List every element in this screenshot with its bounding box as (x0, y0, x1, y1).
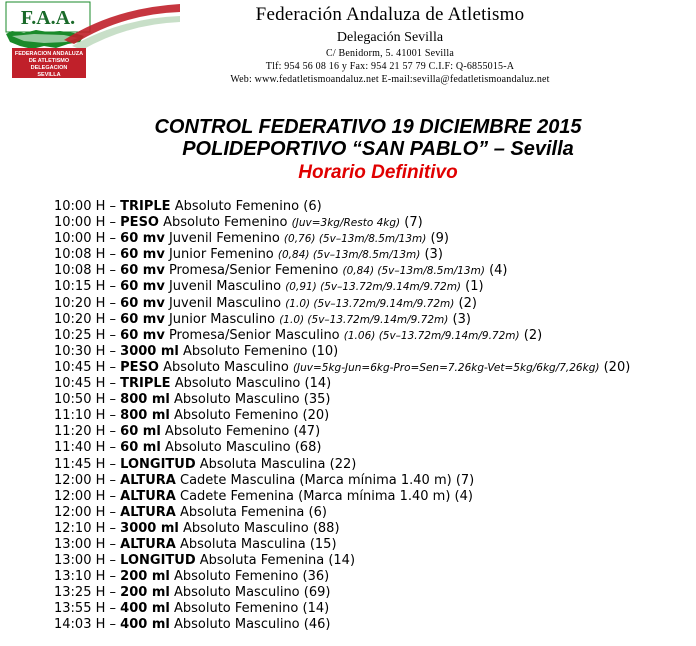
schedule-event: 400 ml (120, 617, 170, 633)
schedule-count: (14) (304, 376, 332, 392)
schedule-category: Absoluta Femenina (199, 553, 325, 569)
schedule-category: Absoluto Femenino (174, 199, 300, 214)
schedule-time: 10:15 H – (54, 279, 117, 295)
schedule-note: (1.0) (5v–13.72m/9.14m/9.72m) (285, 297, 455, 310)
org-name: Federación Andaluza de Atletismo (255, 4, 525, 25)
schedule-time: 10:50 H – (54, 392, 117, 408)
schedule-event: 60 mv (120, 263, 165, 279)
schedule-count: (46) (303, 617, 331, 633)
schedule-event: 60 ml (120, 440, 161, 456)
schedule-time: 11:20 H – (54, 424, 117, 440)
title-line1: CONTROL FEDERATIVO 19 DICIEMBRE 2015 (154, 116, 582, 138)
schedule-category: Juvenil Masculino (168, 295, 282, 311)
schedule-note: (0,76) (5v–13m/8.5m/13m) (283, 233, 427, 246)
schedule-row (54, 279, 630, 295)
schedule-category: Absoluta Femenina (180, 504, 305, 520)
schedule-count: (68) (294, 440, 322, 456)
schedule-category: Juvenil Femenino (168, 231, 280, 247)
schedule-count: (2) (458, 295, 477, 311)
schedule-count: (35) (303, 392, 331, 408)
schedule-row (54, 263, 630, 279)
schedule-note: (Juv=3kg/Resto 4kg) (291, 217, 401, 230)
schedule-count: (20) (302, 408, 330, 424)
schedule-category: Absoluto Femenino (164, 424, 290, 440)
schedule-event: 200 ml (120, 585, 170, 601)
schedule-event: TRIPLE (120, 376, 171, 392)
schedule-event: PESO (120, 215, 159, 231)
schedule-event: TRIPLE (120, 199, 171, 214)
schedule-row (54, 424, 630, 440)
schedule-time: 13:00 H – (54, 536, 117, 552)
schedule-event: 60 mv (120, 295, 165, 311)
schedule-event: LONGITUD (120, 456, 196, 472)
schedule-count: (4) (454, 488, 473, 504)
schedule-event: 60 mv (120, 327, 165, 343)
schedule-row (54, 408, 630, 424)
schedule-count: (2) (523, 327, 543, 343)
faa-logo-graphic (4, 0, 182, 82)
schedule-time: 10:00 H – (54, 215, 117, 231)
schedule-category: Absoluto Femenino (183, 343, 308, 359)
schedule-time: 10:20 H – (54, 295, 117, 311)
schedule-note: (Juv=5kg-Jun=6kg-Pro=Sen=7.26kg-Vet=5kg/6kg/7,26kg) (292, 361, 600, 374)
schedule-time: 10:00 H – (54, 231, 117, 247)
schedule-event: ALTURA (120, 472, 176, 488)
schedule-list (54, 199, 630, 634)
schedule-event: 200 ml (120, 569, 170, 585)
schedule-time: 13:10 H – (54, 569, 117, 585)
schedule-count: (69) (303, 585, 331, 601)
org-web: Web: www.fedatletismoandaluz.net E-mail:sevilla@fedatletismoandaluz.net (230, 74, 550, 85)
schedule-category: Absoluta Masculina (199, 456, 326, 472)
schedule-category: Cadete Femenina (Marca mínima 1.40 m) (180, 488, 451, 504)
logo-line3: DELEGACION (30, 65, 68, 71)
schedule-time: 13:25 H – (54, 585, 117, 601)
schedule-time: 13:55 H – (54, 601, 117, 617)
schedule-event: 60 mv (120, 247, 165, 263)
logo-line4: SEVILLA (37, 72, 61, 78)
schedule-category: Absoluto Masculino (173, 617, 300, 633)
schedule-row (54, 376, 630, 392)
schedule-category: Absoluto Femenino (173, 569, 299, 585)
schedule-row (54, 440, 630, 456)
schedule-event: 800 ml (120, 408, 170, 424)
schedule-event: 3000 ml (120, 343, 179, 359)
schedule-category: Junior Masculino (168, 311, 276, 327)
schedule-row (54, 457, 630, 473)
schedule-count: (1) (465, 279, 484, 295)
schedule-row (54, 360, 630, 376)
schedule-event: PESO (120, 359, 159, 375)
schedule-category: Absoluto Femenino (173, 408, 299, 424)
schedule-count: (88) (312, 520, 340, 536)
schedule-count: (20) (603, 359, 631, 375)
schedule-event: 60 mv (120, 311, 165, 327)
schedule-time: 10:25 H – (54, 327, 117, 343)
logo-line2: DE ATLETISMO (28, 58, 70, 64)
schedule-category: Absoluta Masculina (180, 536, 306, 552)
org-delegation: Delegación Sevilla (336, 30, 444, 45)
schedule-time: 10:00 H – (54, 199, 117, 214)
schedule-category: Absoluto Masculino (183, 520, 309, 536)
schedule-event: 60 mv (120, 279, 165, 295)
org-phones: Tlf: 954 56 08 16 y Fax: 954 21 57 79 C.I.F: Q-6855015-A (265, 61, 515, 72)
schedule-row (54, 473, 630, 489)
schedule-count: (7) (404, 215, 423, 231)
schedule-category: Absoluto Masculino (173, 585, 300, 601)
schedule-count: (15) (309, 536, 337, 552)
title-line3: Horario Definitivo (298, 162, 458, 183)
schedule-time: 10:45 H – (54, 359, 117, 375)
schedule-count: (14) (328, 553, 356, 569)
schedule-time: 12:00 H – (54, 504, 117, 520)
schedule-time: 11:10 H – (54, 408, 117, 424)
schedule-row (54, 553, 630, 569)
schedule-count: (4) (489, 263, 508, 279)
schedule-category: Absoluto Femenino (163, 215, 288, 231)
title-line2: POLIDEPORTIVO “SAN PABLO” – Sevilla (182, 138, 574, 160)
schedule-row (54, 537, 630, 553)
schedule-count: (9) (430, 231, 449, 247)
schedule-row (54, 231, 630, 247)
schedule-row (54, 215, 630, 231)
schedule-row (54, 199, 630, 215)
schedule-time: 10:08 H – (54, 247, 117, 263)
schedule-category: Cadete Masculina (Marca mínima 1.40 m) (180, 472, 452, 488)
schedule-count: (47) (293, 424, 321, 440)
schedule-category: Promesa/Senior Masculino (168, 327, 340, 343)
faa-logo (4, 0, 182, 82)
schedule-event: 60 ml (120, 424, 161, 440)
schedule-row (54, 296, 630, 312)
schedule-category: Absoluto Femenino (173, 601, 299, 617)
organization-header (190, 4, 590, 85)
schedule-count: (22) (329, 456, 357, 472)
schedule-category: Junior Femenino (168, 247, 274, 263)
schedule-event: 400 ml (120, 601, 170, 617)
schedule-count: (7) (455, 472, 475, 488)
schedule-note: (0,91) (5v–13.72m/9.14m/9.72m) (285, 281, 462, 294)
schedule-row (54, 585, 630, 601)
schedule-category: Juvenil Masculino (168, 279, 282, 295)
logo-line1: FEDERACION ANDALUZA (14, 51, 84, 57)
schedule-row (54, 312, 630, 328)
schedule-row (54, 521, 630, 537)
schedule-time: 12:10 H – (54, 520, 117, 536)
schedule-row (54, 344, 630, 360)
schedule-count: (3) (452, 311, 471, 327)
schedule-category: Absoluto Masculino (173, 392, 300, 408)
schedule-time: 12:00 H – (54, 472, 117, 488)
schedule-event: 60 mv (120, 231, 165, 247)
schedule-event: 3000 ml (120, 520, 179, 536)
schedule-row (54, 489, 630, 505)
schedule-time: 10:45 H – (54, 376, 117, 392)
schedule-note: (1.0) (5v–13.72m/9.14m/9.72m) (279, 313, 449, 326)
schedule-time: 12:00 H – (54, 488, 117, 504)
schedule-category: Absoluto Masculino (174, 376, 301, 392)
schedule-row (54, 392, 630, 408)
schedule-note: (0,84) (5v–13m/8.5m/13m) (342, 265, 485, 278)
schedule-event: ALTURA (120, 504, 176, 520)
schedule-row (54, 617, 630, 633)
schedule-time: 14:03 H – (54, 617, 117, 633)
schedule-time: 11:40 H – (54, 440, 117, 456)
schedule-time: 11:45 H – (54, 456, 117, 472)
schedule-event: LONGITUD (120, 553, 196, 569)
schedule-time: 10:30 H – (54, 343, 117, 359)
schedule-note: (1.06) (5v–13.72m/9.14m/9.72m) (343, 329, 520, 342)
schedule-count: (10) (311, 343, 339, 359)
schedule-row (54, 601, 630, 617)
schedule-row (54, 569, 630, 585)
schedule-count: (36) (302, 569, 330, 585)
schedule-event: ALTURA (120, 536, 176, 552)
schedule-count: (6) (308, 504, 327, 520)
schedule-time: 10:20 H – (54, 311, 117, 327)
schedule-count: (6) (303, 199, 322, 214)
schedule-row (54, 505, 630, 521)
logo-acronym: F.A.A. (20, 7, 76, 29)
org-address: C/ Benidorm, 5. 41001 Sevilla (325, 48, 455, 59)
schedule-count: (14) (302, 601, 330, 617)
schedule-category: Absoluto Masculino (164, 440, 291, 456)
schedule-row (54, 247, 630, 263)
schedule-time: 10:08 H – (54, 263, 117, 279)
schedule-time: 13:00 H – (54, 553, 117, 569)
schedule-category: Promesa/Senior Femenino (168, 263, 339, 279)
schedule-event: 800 ml (120, 392, 170, 408)
schedule-count: (3) (424, 247, 443, 263)
schedule-note: (0,84) (5v–13m/8.5m/13m) (277, 249, 421, 262)
schedule-row (54, 328, 630, 344)
schedule-event: ALTURA (120, 488, 176, 504)
schedule-category: Absoluto Masculino (163, 359, 289, 375)
